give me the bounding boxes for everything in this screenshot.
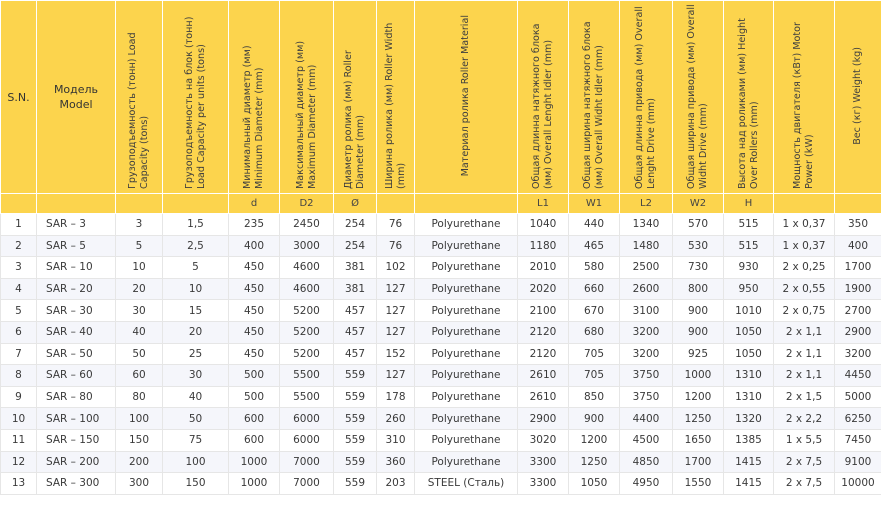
cell-model: SAR – 10 (37, 257, 116, 279)
cell-l2: 3750 (620, 365, 673, 387)
cell-rw: 127 (377, 300, 415, 322)
cell-dmax: 5200 (280, 321, 334, 343)
cell-model: SAR – 20 (37, 278, 116, 300)
cell-h: 950 (724, 278, 774, 300)
cell-model: SAR – 3 (37, 214, 116, 236)
cell-dmax: 4600 (280, 278, 334, 300)
cell-mat: Polyurethane (415, 386, 518, 408)
cell-weight: 400 (835, 235, 881, 257)
table-row (1, 408, 881, 430)
cell-l2: 2500 (620, 257, 673, 279)
cell-rw: 127 (377, 278, 415, 300)
cell-l2: 3750 (620, 386, 673, 408)
cell-load_unit: 25 (163, 343, 229, 365)
table-row (1, 473, 881, 495)
cell-weight: 5000 (835, 386, 881, 408)
cell-w2: 800 (673, 278, 724, 300)
column-symbol (116, 194, 163, 214)
column-header-rw (377, 1, 415, 194)
column-header-label: Материал ролика Roller Material (460, 14, 471, 177)
column-symbol (377, 194, 415, 214)
cell-w2: 1000 (673, 365, 724, 387)
cell-sn: 1 (1, 214, 37, 236)
cell-h: 930 (724, 257, 774, 279)
cell-sn: 6 (1, 321, 37, 343)
cell-h: 1010 (724, 300, 774, 322)
column-symbol: Ø (334, 194, 377, 214)
column-header-label: Высота над роликами (мм) Height Over Rollers (mm) (736, 17, 760, 189)
cell-power: 2 x 1,5 (774, 386, 835, 408)
cell-w1: 850 (569, 386, 620, 408)
cell-sn: 5 (1, 300, 37, 322)
cell-power: 2 x 0,25 (774, 257, 835, 279)
cell-l1: 2610 (518, 365, 569, 387)
cell-mat: Polyurethane (415, 300, 518, 322)
cell-rw: 152 (377, 343, 415, 365)
cell-w1: 1050 (569, 473, 620, 495)
column-header-w1 (569, 1, 620, 194)
cell-rd: 381 (334, 257, 377, 279)
cell-w2: 1700 (673, 451, 724, 473)
cell-l2: 4500 (620, 429, 673, 451)
cell-dmax: 5200 (280, 343, 334, 365)
cell-sn: 9 (1, 386, 37, 408)
cell-w2: 900 (673, 300, 724, 322)
cell-dmin: 450 (229, 278, 280, 300)
cell-load_unit: 30 (163, 365, 229, 387)
column-symbol (37, 194, 116, 214)
cell-l2: 2600 (620, 278, 673, 300)
cell-w2: 900 (673, 321, 724, 343)
cell-l1: 2100 (518, 300, 569, 322)
cell-w2: 925 (673, 343, 724, 365)
cell-rd: 381 (334, 278, 377, 300)
column-header-label: Общая ширина натяжного блока (мм) Overall Widht Idler (mm) (582, 20, 605, 189)
cell-power: 2 x 1,1 (774, 365, 835, 387)
cell-mat: Polyurethane (415, 321, 518, 343)
cell-dmin: 235 (229, 214, 280, 236)
column-header-label: Мощность двигателя (кВт) Motor Power (kW) (792, 21, 815, 189)
column-header-dmax (280, 1, 334, 194)
cell-model: SAR – 30 (37, 300, 116, 322)
cell-dmin: 400 (229, 235, 280, 257)
cell-h: 515 (724, 214, 774, 236)
column-symbol (774, 194, 835, 214)
cell-w1: 680 (569, 321, 620, 343)
cell-load: 100 (116, 408, 163, 430)
cell-l2: 3200 (620, 343, 673, 365)
cell-rw: 76 (377, 214, 415, 236)
cell-h: 515 (724, 235, 774, 257)
cell-l2: 1480 (620, 235, 673, 257)
cell-power: 2 x 7,5 (774, 451, 835, 473)
cell-load: 20 (116, 278, 163, 300)
cell-dmax: 3000 (280, 235, 334, 257)
cell-l1: 3020 (518, 429, 569, 451)
cell-load_unit: 40 (163, 386, 229, 408)
table-row (1, 343, 881, 365)
cell-dmax: 7000 (280, 473, 334, 495)
cell-power: 1 x 0,37 (774, 214, 835, 236)
cell-load_unit: 2,5 (163, 235, 229, 257)
cell-weight: 6250 (835, 408, 881, 430)
cell-h: 1415 (724, 473, 774, 495)
cell-dmax: 5500 (280, 386, 334, 408)
cell-power: 2 x 1,1 (774, 343, 835, 365)
cell-h: 1320 (724, 408, 774, 430)
column-symbol: H (724, 194, 774, 214)
cell-rw: 260 (377, 408, 415, 430)
cell-load: 200 (116, 451, 163, 473)
cell-dmax: 6000 (280, 429, 334, 451)
table-row (1, 386, 881, 408)
column-symbol (835, 194, 881, 214)
cell-w1: 440 (569, 214, 620, 236)
cell-dmin: 1000 (229, 451, 280, 473)
cell-dmax: 4600 (280, 257, 334, 279)
cell-rd: 559 (334, 429, 377, 451)
column-symbol: d (229, 194, 280, 214)
cell-dmin: 450 (229, 300, 280, 322)
cell-dmin: 500 (229, 386, 280, 408)
cell-sn: 2 (1, 235, 37, 257)
column-header-label: Общая длинна привода (мм) Overall Lenght Drive (mm) (634, 5, 657, 189)
column-header-mat (415, 1, 518, 194)
cell-weight: 7450 (835, 429, 881, 451)
cell-load_unit: 20 (163, 321, 229, 343)
cell-l1: 2120 (518, 343, 569, 365)
column-header-label: Диаметр ролика (мм) Roller Diameter (mm) (343, 49, 366, 189)
cell-h: 1050 (724, 321, 774, 343)
cell-load: 40 (116, 321, 163, 343)
column-header-label-en: Model (59, 98, 93, 111)
cell-rw: 102 (377, 257, 415, 279)
table-row (1, 214, 881, 236)
column-symbol (415, 194, 518, 214)
cell-l2: 3200 (620, 321, 673, 343)
cell-load_unit: 15 (163, 300, 229, 322)
cell-dmin: 600 (229, 408, 280, 430)
cell-model: SAR – 200 (37, 451, 116, 473)
cell-l2: 4950 (620, 473, 673, 495)
cell-w1: 1200 (569, 429, 620, 451)
cell-w1: 660 (569, 278, 620, 300)
column-header-l2 (620, 1, 673, 194)
cell-mat: Polyurethane (415, 343, 518, 365)
column-header-label: Вес (кг) Weight (kg) (852, 46, 863, 145)
cell-w1: 705 (569, 343, 620, 365)
cell-mat: Polyurethane (415, 365, 518, 387)
cell-l1: 3300 (518, 451, 569, 473)
column-header-load (116, 1, 163, 194)
cell-l1: 1040 (518, 214, 569, 236)
cell-model: SAR – 50 (37, 343, 116, 365)
cell-w1: 465 (569, 235, 620, 257)
cell-rd: 254 (334, 235, 377, 257)
cell-sn: 11 (1, 429, 37, 451)
column-header-l1 (518, 1, 569, 194)
cell-l1: 3300 (518, 473, 569, 495)
cell-load_unit: 150 (163, 473, 229, 495)
cell-rw: 360 (377, 451, 415, 473)
column-header-sn (1, 1, 37, 194)
column-symbol: L2 (620, 194, 673, 214)
table-row (1, 321, 881, 343)
cell-rd: 559 (334, 408, 377, 430)
cell-h: 1415 (724, 451, 774, 473)
cell-rd: 559 (334, 386, 377, 408)
cell-weight: 2900 (835, 321, 881, 343)
cell-dmin: 450 (229, 343, 280, 365)
cell-load: 60 (116, 365, 163, 387)
cell-load: 150 (116, 429, 163, 451)
cell-rw: 127 (377, 321, 415, 343)
cell-model: SAR – 80 (37, 386, 116, 408)
cell-dmin: 450 (229, 257, 280, 279)
column-symbol: D2 (280, 194, 334, 214)
cell-w2: 1650 (673, 429, 724, 451)
table-row (1, 365, 881, 387)
cell-dmax: 5200 (280, 300, 334, 322)
cell-sn: 12 (1, 451, 37, 473)
cell-w2: 1250 (673, 408, 724, 430)
cell-load_unit: 50 (163, 408, 229, 430)
cell-rw: 203 (377, 473, 415, 495)
cell-sn: 10 (1, 408, 37, 430)
cell-model: SAR – 5 (37, 235, 116, 257)
cell-model: SAR – 100 (37, 408, 116, 430)
column-symbol: W2 (673, 194, 724, 214)
cell-load_unit: 1,5 (163, 214, 229, 236)
column-header-label: Общая ширина привода (мм) Overall Widht Drive (mm) (686, 3, 709, 189)
cell-h: 1310 (724, 386, 774, 408)
cell-dmin: 600 (229, 429, 280, 451)
column-header-weight (835, 1, 881, 194)
column-header-h (724, 1, 774, 194)
column-header-dmin (229, 1, 280, 194)
column-header-model (37, 1, 116, 194)
column-header-power (774, 1, 835, 194)
cell-w2: 1200 (673, 386, 724, 408)
header-row (1, 1, 881, 194)
column-header-label: Общая длинна натяжного блока (мм) Overall Lenght Idler (mm) (531, 22, 554, 189)
cell-model: SAR – 40 (37, 321, 116, 343)
cell-rd: 559 (334, 451, 377, 473)
cell-sn: 3 (1, 257, 37, 279)
cell-l1: 2120 (518, 321, 569, 343)
cell-load_unit: 5 (163, 257, 229, 279)
cell-dmin: 450 (229, 321, 280, 343)
cell-rd: 457 (334, 343, 377, 365)
cell-mat: Polyurethane (415, 451, 518, 473)
cell-w1: 1250 (569, 451, 620, 473)
cell-w1: 580 (569, 257, 620, 279)
cell-load_unit: 100 (163, 451, 229, 473)
table-row (1, 257, 881, 279)
cell-sn: 13 (1, 473, 37, 495)
cell-power: 1 x 5,5 (774, 429, 835, 451)
cell-w1: 670 (569, 300, 620, 322)
cell-mat: Polyurethane (415, 214, 518, 236)
column-header-label: Ширина ролика (мм) Roller Width (mm) (383, 22, 407, 189)
cell-l1: 2900 (518, 408, 569, 430)
column-header-label: Минимальный диаметр (мм) Minimum Diameter (mm) (242, 44, 265, 189)
column-header-label: Грузоподъемность на блок (тонн) Load Capacity per units (tons) (183, 16, 207, 189)
cell-rw: 178 (377, 386, 415, 408)
cell-rw: 76 (377, 235, 415, 257)
column-symbol (1, 194, 37, 214)
table-row (1, 278, 881, 300)
cell-load: 300 (116, 473, 163, 495)
cell-l1: 1180 (518, 235, 569, 257)
cell-l2: 3100 (620, 300, 673, 322)
cell-w2: 530 (673, 235, 724, 257)
cell-load: 5 (116, 235, 163, 257)
cell-weight: 10000 (835, 473, 881, 495)
table-body (1, 214, 881, 495)
cell-rd: 559 (334, 365, 377, 387)
cell-l2: 1340 (620, 214, 673, 236)
table-row (1, 429, 881, 451)
cell-mat: Polyurethane (415, 235, 518, 257)
cell-w2: 1550 (673, 473, 724, 495)
cell-w2: 730 (673, 257, 724, 279)
cell-weight: 9100 (835, 451, 881, 473)
cell-sn: 8 (1, 365, 37, 387)
cell-weight: 4450 (835, 365, 881, 387)
cell-dmax: 5500 (280, 365, 334, 387)
cell-load: 30 (116, 300, 163, 322)
cell-load: 10 (116, 257, 163, 279)
cell-power: 2 x 2,2 (774, 408, 835, 430)
column-header-load_unit (163, 1, 229, 194)
column-header-label: Грузоподъемность (тонн) Load Capacity (tons) (127, 31, 150, 189)
cell-mat: Polyurethane (415, 278, 518, 300)
table-row (1, 451, 881, 473)
cell-w2: 570 (673, 214, 724, 236)
column-symbol (163, 194, 229, 214)
cell-dmax: 7000 (280, 451, 334, 473)
cell-w1: 705 (569, 365, 620, 387)
column-header-rd (334, 1, 377, 194)
cell-rw: 310 (377, 429, 415, 451)
cell-h: 1385 (724, 429, 774, 451)
cell-mat: Polyurethane (415, 257, 518, 279)
cell-power: 2 x 0,55 (774, 278, 835, 300)
cell-weight: 1900 (835, 278, 881, 300)
cell-dmax: 2450 (280, 214, 334, 236)
cell-l2: 4850 (620, 451, 673, 473)
cell-dmax: 6000 (280, 408, 334, 430)
cell-power: 2 x 7,5 (774, 473, 835, 495)
cell-weight: 2700 (835, 300, 881, 322)
cell-rw: 127 (377, 365, 415, 387)
cell-power: 2 x 1,1 (774, 321, 835, 343)
cell-load: 50 (116, 343, 163, 365)
cell-load_unit: 75 (163, 429, 229, 451)
cell-l1: 2020 (518, 278, 569, 300)
cell-load_unit: 10 (163, 278, 229, 300)
column-header-label-ru: Модель (53, 83, 99, 96)
cell-load: 3 (116, 214, 163, 236)
cell-rd: 457 (334, 300, 377, 322)
cell-w1: 900 (569, 408, 620, 430)
cell-l1: 2610 (518, 386, 569, 408)
cell-mat: STEEL (Сталь) (415, 473, 518, 495)
cell-sn: 4 (1, 278, 37, 300)
cell-power: 1 x 0,37 (774, 235, 835, 257)
cell-l2: 4400 (620, 408, 673, 430)
cell-l1: 2010 (518, 257, 569, 279)
cell-load: 80 (116, 386, 163, 408)
cell-model: SAR – 150 (37, 429, 116, 451)
cell-mat: Polyurethane (415, 408, 518, 430)
cell-model: SAR – 300 (37, 473, 116, 495)
cell-rd: 559 (334, 473, 377, 495)
column-header-label: Максимальный диаметр (мм) Maximum Diameter (mm) (294, 40, 318, 189)
cell-mat: Polyurethane (415, 429, 518, 451)
symbol-row (1, 194, 881, 214)
cell-power: 2 x 0,75 (774, 300, 835, 322)
column-header-label: S.N. (7, 90, 30, 104)
table-row (1, 300, 881, 322)
cell-h: 1310 (724, 365, 774, 387)
cell-dmin: 500 (229, 365, 280, 387)
cell-h: 1050 (724, 343, 774, 365)
cell-rd: 254 (334, 214, 377, 236)
cell-dmin: 1000 (229, 473, 280, 495)
column-symbol: L1 (518, 194, 569, 214)
cell-weight: 350 (835, 214, 881, 236)
cell-model: SAR – 60 (37, 365, 116, 387)
column-header-w2 (673, 1, 724, 194)
cell-sn: 7 (1, 343, 37, 365)
table-row (1, 235, 881, 257)
column-symbol: W1 (569, 194, 620, 214)
cell-weight: 1700 (835, 257, 881, 279)
cell-rd: 457 (334, 321, 377, 343)
cell-weight: 3200 (835, 343, 881, 365)
